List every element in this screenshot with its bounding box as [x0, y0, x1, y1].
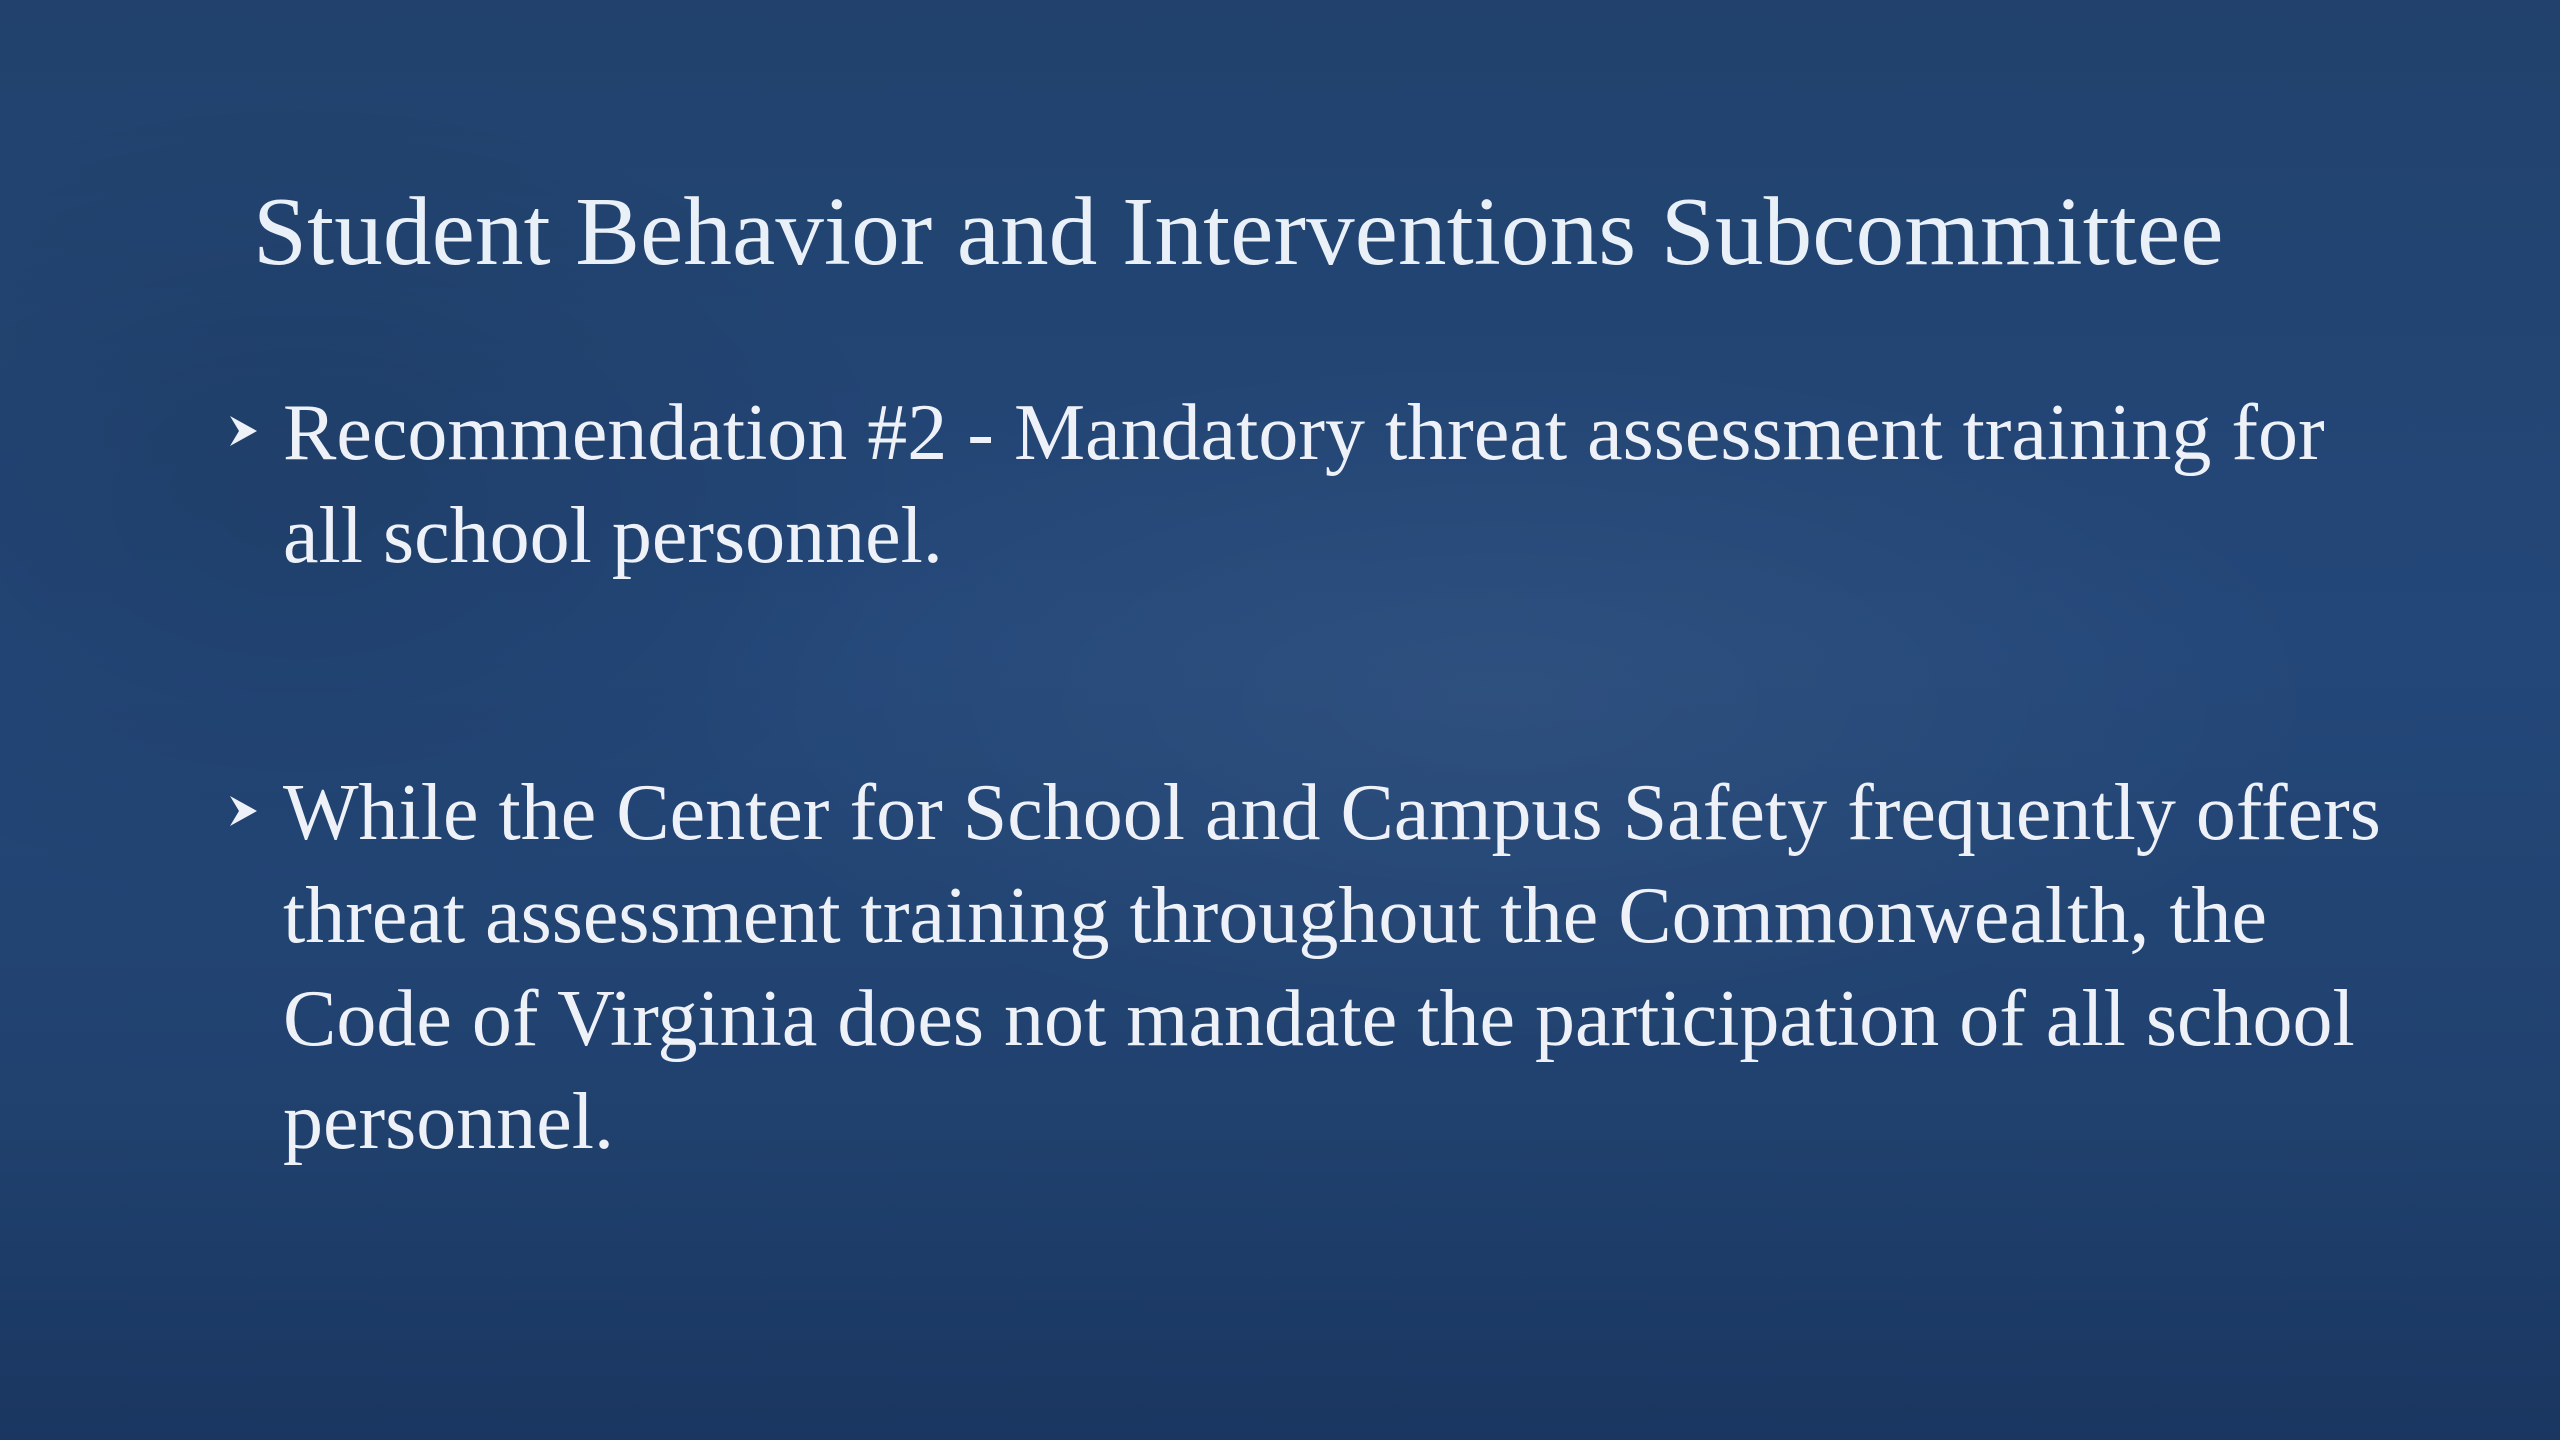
bullet-list: [220, 382, 2400, 1174]
slide-title: Student Behavior and Interventions Subcommittee: [253, 178, 2224, 285]
bullet-item: [220, 382, 2400, 588]
bullet-item: [220, 762, 2400, 1174]
bullet-text: Recommendation #2 - Mandatory threat assessment training for all school personnel.: [283, 389, 2325, 580]
bullet-text: While the Center for School and Campus Safety frequently offers threat assessment training throughout the Commonwealth, the Code of Virginia does not mandate the participation of all school personnel.: [283, 769, 2381, 1166]
arrowhead-bullet-icon: [224, 788, 262, 834]
arrowhead-bullet-icon: [224, 408, 262, 454]
